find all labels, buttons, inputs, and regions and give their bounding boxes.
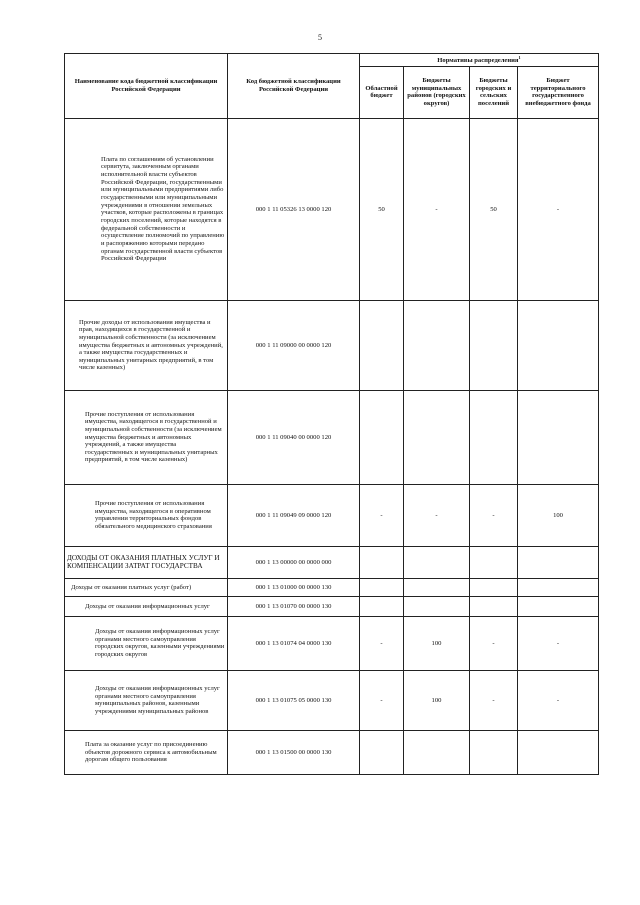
row-value-fund xyxy=(518,578,599,596)
row-name: Прочие доходы от использования имущества и прав, находящихся в государственной и муниципальной собственности (за исключением имущества бюджетных и автономных учреждений, а также имущества государственных и муниципальных унитарных предприятий, в том числе казенных) xyxy=(65,300,228,390)
row-value-regional: - xyxy=(360,484,404,546)
row-value-settlements xyxy=(470,300,518,390)
row-name: Доходы от оказания платных услуг (работ) xyxy=(65,578,228,596)
row-value-regional xyxy=(360,578,404,596)
row-value-districts xyxy=(404,596,470,616)
row-value-fund xyxy=(518,300,599,390)
row-code: 000 1 13 01075 05 0000 130 xyxy=(228,670,360,730)
row-name: Доходы от оказания информационных услуг органами местного самоуправления городских округов, казенными учреждениями городских округов xyxy=(65,616,228,670)
row-code: 000 1 13 01070 00 0000 130 xyxy=(228,596,360,616)
row-value-settlements xyxy=(470,578,518,596)
row-value-settlements xyxy=(470,390,518,484)
row-value-districts: - xyxy=(404,118,470,300)
row-value-districts xyxy=(404,730,470,774)
row-value-regional xyxy=(360,546,404,578)
row-value-fund: - xyxy=(518,670,599,730)
row-code: 000 1 13 01074 04 0000 130 xyxy=(228,616,360,670)
footnote-mark: 1 xyxy=(518,55,521,60)
row-value-fund: - xyxy=(518,616,599,670)
row-name: ДОХОДЫ ОТ ОКАЗАНИЯ ПЛАТНЫХ УСЛУГ И КОМПЕНСАЦИИ ЗАТРАТ ГОСУДАРСТВА xyxy=(65,546,228,578)
row-value-regional xyxy=(360,596,404,616)
row-code: 000 1 13 01500 00 0000 130 xyxy=(228,730,360,774)
table-row xyxy=(65,578,599,596)
row-code: 000 1 11 09000 00 0000 120 xyxy=(228,300,360,390)
row-value-districts xyxy=(404,300,470,390)
row-value-districts: 100 xyxy=(404,670,470,730)
budget-classification-table xyxy=(64,53,599,775)
table-row xyxy=(65,616,599,670)
row-value-regional: - xyxy=(360,670,404,730)
header-regional-budget: Областной бюджет xyxy=(360,66,404,118)
row-value-fund: - xyxy=(518,118,599,300)
row-code: 000 1 13 00000 00 0000 000 xyxy=(228,546,360,578)
row-name: Прочие поступления от использования имущества, находящегося в оперативном управлении территориальных фондов обязательного медицинского страхования xyxy=(65,484,228,546)
row-value-districts xyxy=(404,578,470,596)
row-value-settlements xyxy=(470,730,518,774)
row-value-regional xyxy=(360,300,404,390)
header-distribution-norms: Нормативы распределения$^1$ xyxy=(360,54,599,67)
table-row xyxy=(65,670,599,730)
row-value-districts xyxy=(404,390,470,484)
row-code: 000 1 13 01000 00 0000 130 xyxy=(228,578,360,596)
row-value-districts xyxy=(404,546,470,578)
row-value-settlements: - xyxy=(470,670,518,730)
row-value-fund xyxy=(518,546,599,578)
row-code: 000 1 11 09049 09 0000 120 xyxy=(228,484,360,546)
header-municipal-districts: Бюджеты муниципальных районов (городских округов) xyxy=(404,66,470,118)
header-name: Наименование кода бюджетной классификации Российской Федерации xyxy=(65,54,228,119)
row-code: 000 1 11 09040 00 0000 120 xyxy=(228,390,360,484)
header-territorial-fund: Бюджет территориального государственного внебюджетного фонда xyxy=(518,66,599,118)
table-row xyxy=(65,300,599,390)
table-row xyxy=(65,484,599,546)
row-name: Доходы от оказания информационных услуг органами местного самоуправления муниципальных районов, казенными учреждениями муниципальных районов xyxy=(65,670,228,730)
row-value-settlements xyxy=(470,546,518,578)
row-value-settlements xyxy=(470,596,518,616)
row-value-fund: 100 xyxy=(518,484,599,546)
row-code: 000 1 11 05326 13 0000 120 xyxy=(228,118,360,300)
row-name: Доходы от оказания информационных услуг xyxy=(65,596,228,616)
row-name: Плата за оказание услуг по присоединению объектов дорожного сервиса к автомобильным дорогам общего пользования xyxy=(65,730,228,774)
row-value-regional xyxy=(360,730,404,774)
header-code: Код бюджетной классификации Российской Федерации xyxy=(228,54,360,119)
row-value-fund xyxy=(518,390,599,484)
row-value-fund xyxy=(518,730,599,774)
row-value-regional: 50 xyxy=(360,118,404,300)
row-value-regional: - xyxy=(360,616,404,670)
row-value-settlements: 50 xyxy=(470,118,518,300)
table-row xyxy=(65,118,599,300)
row-value-settlements: - xyxy=(470,484,518,546)
row-value-settlements: - xyxy=(470,616,518,670)
table-row xyxy=(65,596,599,616)
table-row xyxy=(65,730,599,774)
header-settlements: Бюджеты городских и сельских поселений xyxy=(470,66,518,118)
row-value-districts: 100 xyxy=(404,616,470,670)
row-value-regional xyxy=(360,390,404,484)
row-value-fund xyxy=(518,596,599,616)
row-name: Прочие поступления от использования имущества, находящегося в государственной и муниципальной собственности (за исключением имущества бюджетных и автономных учреждений, а также имущества государственных и муниципальных унитарных предприятий, в том числе казенных) xyxy=(65,390,228,484)
table-row-section xyxy=(65,546,599,578)
page-number: 5 xyxy=(318,33,322,42)
table-row xyxy=(65,390,599,484)
row-name: Плата по соглашениям об установлении сервитута, заключенным органами исполнительной власти субъектов Российской Федерации, государственными или муниципальными предприятиями либо государственными или муниципальными учреждениями в отношении земельных участков, которые расположены в границах городских поселений, которые находятся в федеральной собственности и осуществление полномочий по управлению и распоряжению которыми передано органам государственной власти субъектов Российской Федерации xyxy=(65,118,228,300)
row-value-districts: - xyxy=(404,484,470,546)
